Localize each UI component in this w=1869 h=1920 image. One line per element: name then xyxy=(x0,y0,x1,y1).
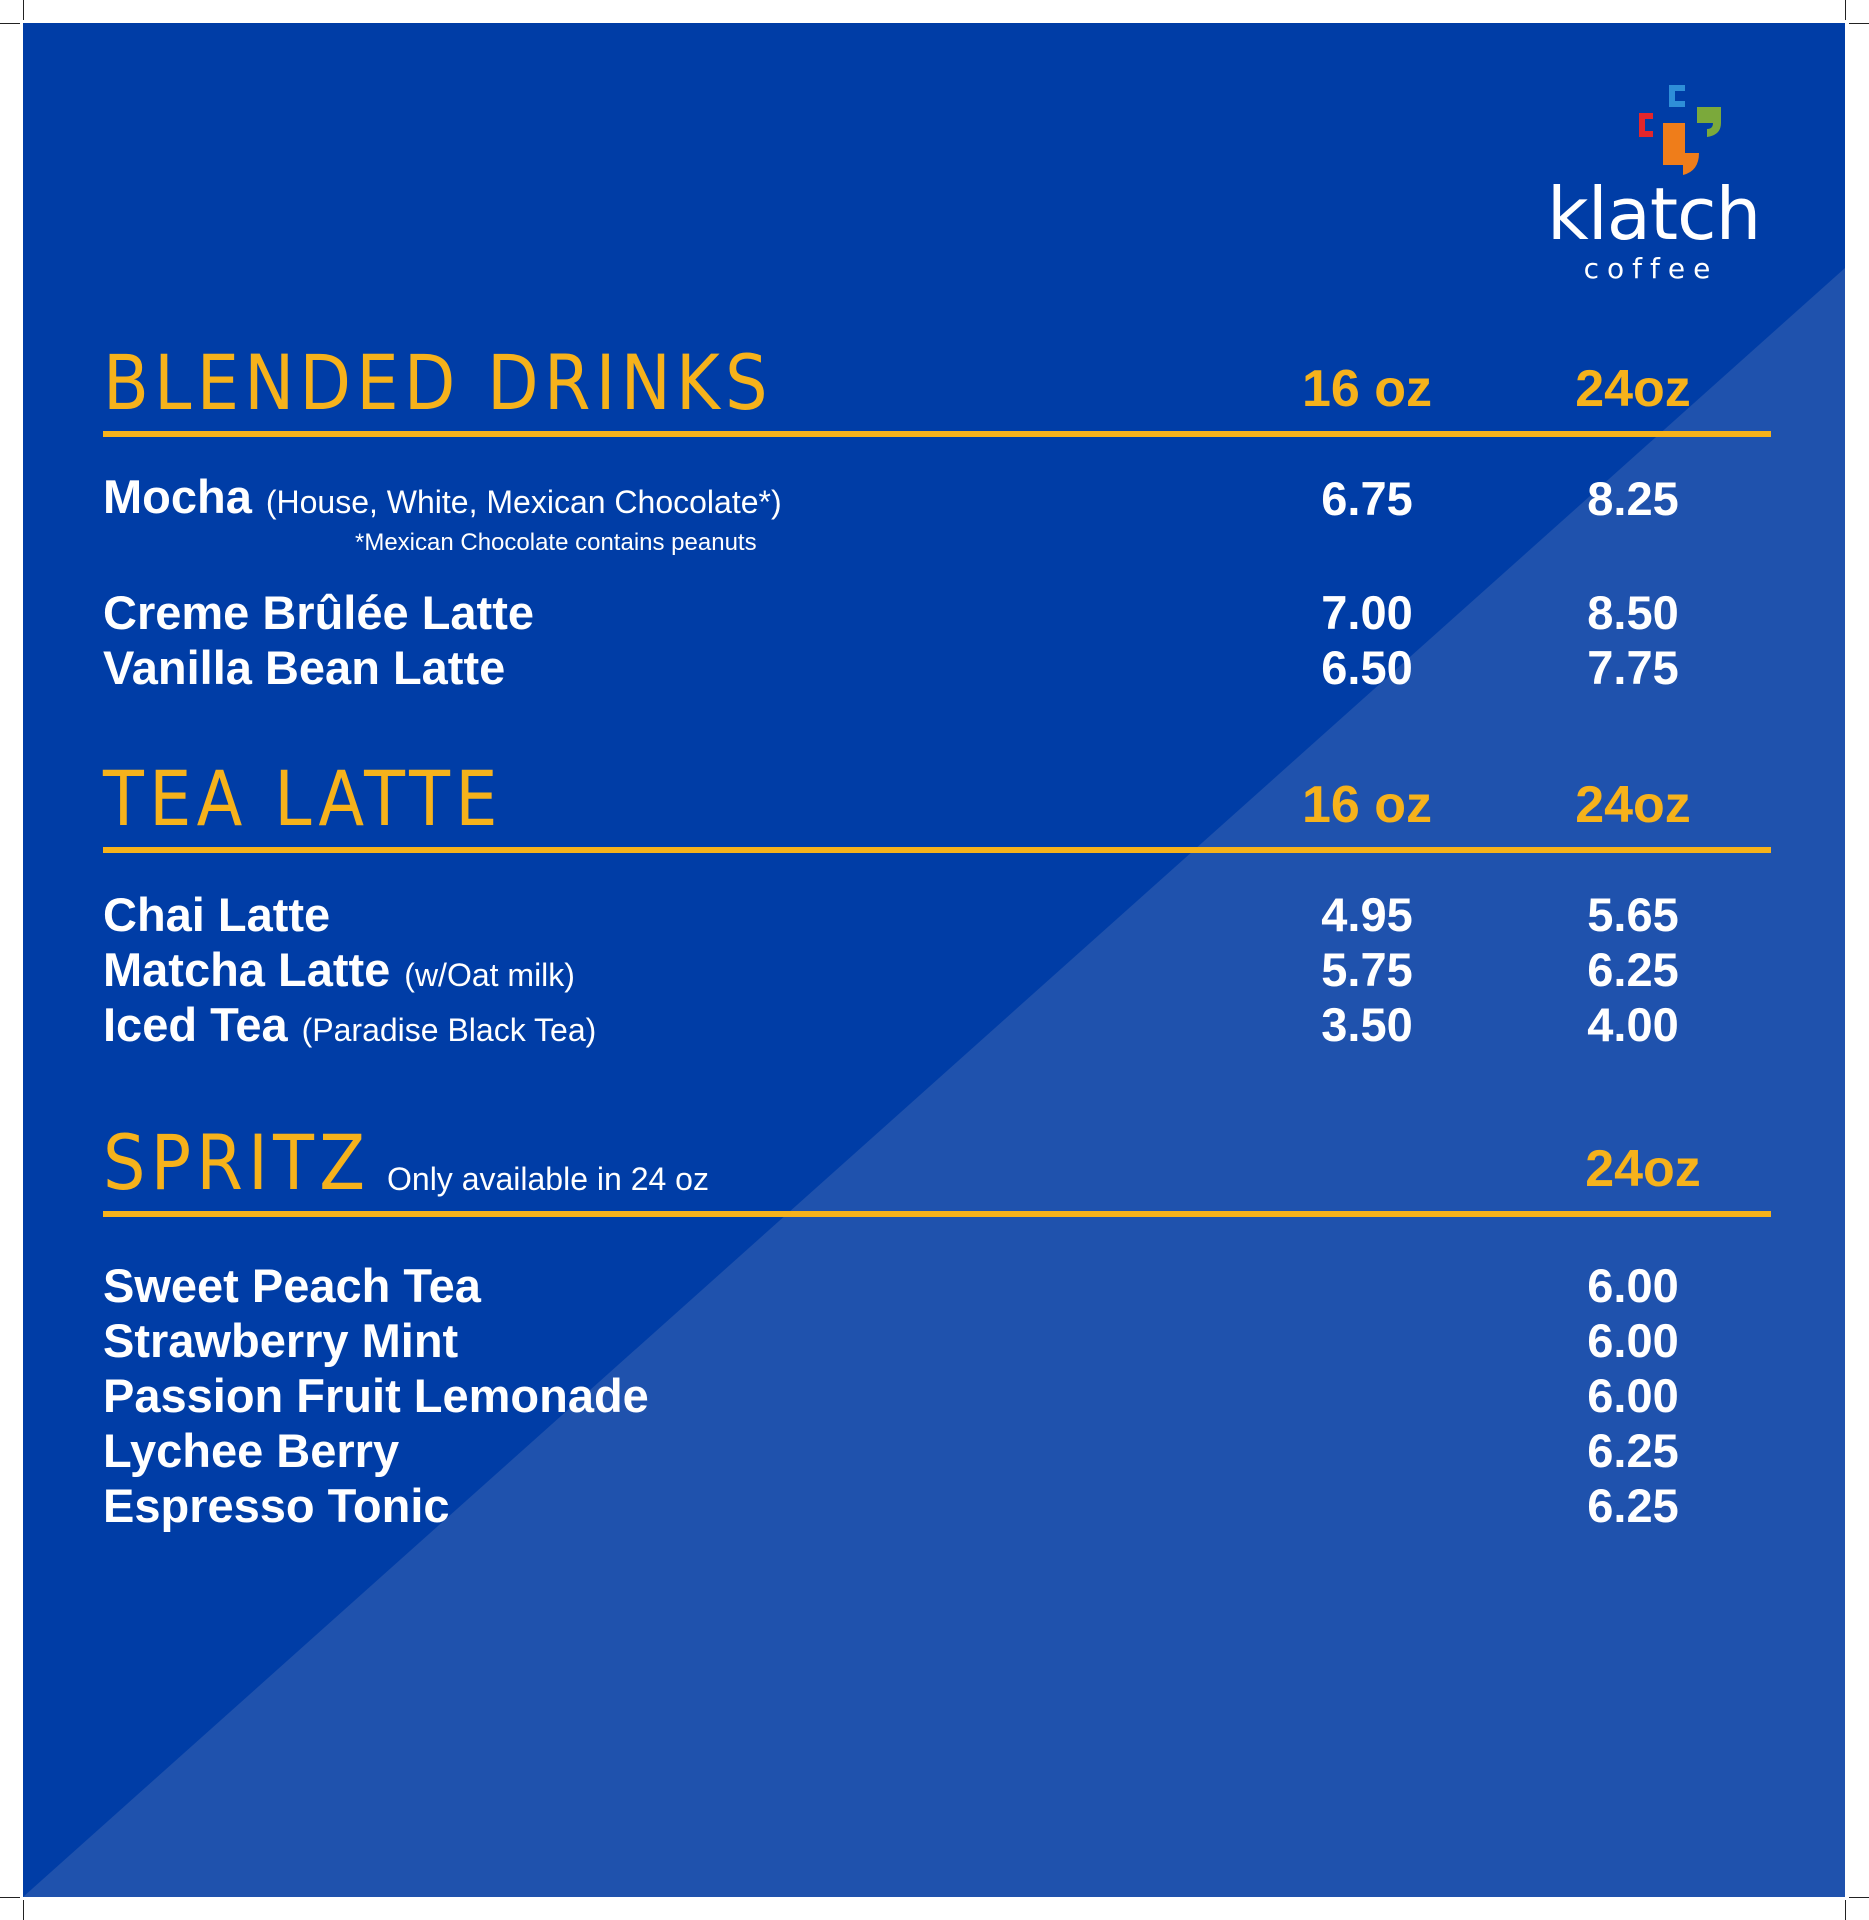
section-rule xyxy=(103,431,1771,437)
section-note: Only available in 24 oz xyxy=(387,1161,709,1197)
item-footnote: *Mexican Chocolate contains peanuts xyxy=(355,529,757,556)
price-24oz: 6.00 xyxy=(1587,1369,1679,1422)
section-rule xyxy=(103,1211,1771,1217)
price-24oz: 7.75 xyxy=(1587,641,1679,694)
crop-mark xyxy=(0,23,20,24)
klatch-logo xyxy=(1547,83,1761,285)
crop-mark xyxy=(23,0,24,20)
logo-mark-icon xyxy=(1635,83,1725,178)
price-24oz: 6.25 xyxy=(1587,1479,1679,1532)
menu-item-lychee-berry: Lychee Berry xyxy=(103,1424,400,1477)
size-header-24oz: 24oz xyxy=(1575,360,1691,418)
menu-item-espresso-tonic: Espresso Tonic xyxy=(103,1479,450,1532)
price-24oz: 6.00 xyxy=(1587,1259,1679,1312)
menu-item-mocha xyxy=(103,470,782,523)
item-name: Matcha Latte xyxy=(103,943,391,996)
menu-item-strawberry-mint: Strawberry Mint xyxy=(103,1314,459,1367)
section-title: BLENDED DRINKS xyxy=(103,338,773,427)
price-16oz: 6.75 xyxy=(1321,472,1413,525)
menu-item-chai-latte: Chai Latte xyxy=(103,888,331,941)
price-16oz: 7.00 xyxy=(1321,586,1413,639)
price-16oz: 6.50 xyxy=(1321,641,1413,694)
menu-item-sweet-peach-tea: Sweet Peach Tea xyxy=(103,1259,481,1312)
crop-mark xyxy=(1845,0,1846,20)
item-name: Mocha xyxy=(103,470,252,523)
menu-item-creme-brulee-latte: Creme Brûlée Latte xyxy=(103,586,534,639)
section-title: TEA LATTE xyxy=(103,754,503,843)
item-description: (House, White, Mexican Chocolate*) xyxy=(265,484,782,520)
menu-item-vanilla-bean-latte: Vanilla Bean Latte xyxy=(103,641,506,694)
price-24oz: 4.00 xyxy=(1587,998,1679,1051)
item-description: (Paradise Black Tea) xyxy=(301,1012,597,1048)
size-header-24oz: 24oz xyxy=(1585,1140,1701,1198)
brand-name: klatch xyxy=(1547,172,1761,256)
item-name: Iced Tea xyxy=(103,998,288,1051)
brand-tagline: coffee xyxy=(1583,252,1719,285)
price-24oz: 8.25 xyxy=(1587,472,1679,525)
menu-item-iced-tea xyxy=(103,998,597,1051)
crop-mark xyxy=(1849,23,1869,24)
size-header-16oz: 16 oz xyxy=(1301,360,1433,418)
price-24oz: 6.25 xyxy=(1587,943,1679,996)
crop-mark xyxy=(1845,1900,1846,1920)
menu-board xyxy=(23,23,1845,1897)
menu-item-matcha-latte xyxy=(103,943,575,996)
price-16oz: 5.75 xyxy=(1321,943,1413,996)
price-24oz: 5.65 xyxy=(1587,888,1679,941)
section-rule xyxy=(103,847,1771,853)
size-header-24oz: 24oz xyxy=(1575,776,1691,834)
crop-mark xyxy=(0,1897,20,1898)
size-header-16oz: 16 oz xyxy=(1301,776,1433,834)
price-24oz: 6.00 xyxy=(1587,1314,1679,1367)
price-24oz: 6.25 xyxy=(1587,1424,1679,1477)
section-title: SPRITZ xyxy=(103,1118,371,1207)
price-16oz: 4.95 xyxy=(1321,888,1413,941)
menu-item-passion-fruit-lemonade: Passion Fruit Lemonade xyxy=(103,1369,649,1422)
item-description: (w/Oat milk) xyxy=(404,957,575,993)
price-16oz: 3.50 xyxy=(1321,998,1413,1051)
price-24oz: 8.50 xyxy=(1587,586,1679,639)
crop-mark xyxy=(1849,1897,1869,1898)
crop-mark xyxy=(23,1900,24,1920)
